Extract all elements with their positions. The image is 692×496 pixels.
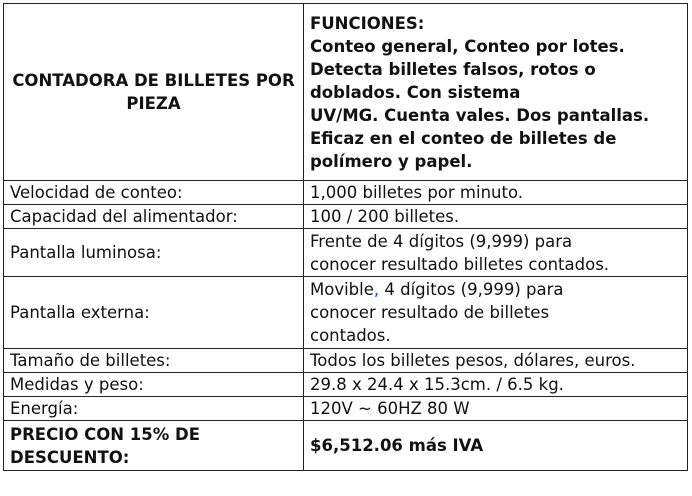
spec-row-display [4, 229, 688, 277]
functions-line: doblados. Con sistema [310, 82, 521, 102]
spec-label: Velocidad de conteo: [4, 181, 304, 205]
product-spec-table [3, 3, 688, 471]
spec-value [304, 373, 688, 397]
spec-value-line: 100 / 200 billetes. [310, 207, 460, 226]
spec-value-line: 29.8 x 24.4 x 15.3cm. / 6.5 kg. [310, 375, 564, 394]
spec-value-line: 1,000 billetes por minuto. [310, 183, 524, 202]
spec-row-speed [4, 181, 688, 205]
price-label-line: DESCUENTO: [10, 447, 130, 467]
spec-row-banknote-size [4, 349, 688, 373]
spec-label: Medidas y peso: [4, 373, 304, 397]
spec-value-line: 120V ~ 60HZ 80 W [310, 399, 470, 418]
functions-line: polímero y papel. [310, 151, 473, 171]
spec-value-line: conocer resultado de billetes [310, 303, 550, 322]
functions-line: FUNCIONES: [310, 13, 425, 33]
spec-label: Energía: [4, 397, 304, 421]
spec-label: Pantalla externa: [4, 277, 304, 349]
spec-value [304, 205, 688, 229]
spec-label: Tamaño de billetes: [4, 349, 304, 373]
price-label [4, 421, 304, 471]
spec-row-external-display [4, 277, 688, 349]
price-value: $6,512.06 más IVA [304, 421, 688, 471]
spec-value-text: Movible [310, 280, 374, 299]
functions-line: Conteo general, Conteo por lotes. [310, 36, 625, 56]
spec-value [304, 229, 688, 277]
spec-value-line: Frente de 4 dígitos (9,999) para [310, 231, 573, 251]
spec-row-feeder [4, 205, 688, 229]
spec-row-power [4, 397, 688, 421]
spec-value-line: contados. [310, 326, 391, 345]
spec-value-text: 4 dígitos (9,999) para [379, 280, 564, 299]
header-row [4, 4, 688, 181]
price-row [4, 421, 688, 471]
spec-label: Pantalla luminosa: [4, 229, 304, 277]
functions-line: Eficaz en el conteo de billetes de [310, 128, 617, 148]
spec-value [304, 397, 688, 421]
product-title: CONTADORA DE BILLETES POR PIEZA [4, 4, 304, 181]
spec-value-line [310, 278, 681, 301]
price-label-line: PRECIO CON 15% DE [10, 424, 200, 444]
spec-value [304, 181, 688, 205]
spec-label: Capacidad del alimentador: [4, 205, 304, 229]
spec-value-line: Todos los billetes pesos, dólares, euros. [310, 351, 636, 370]
functions-line: UV/MG. Cuenta vales. Dos pantallas. [310, 105, 650, 125]
functions-line: Detecta billetes falsos, rotos o [310, 59, 596, 79]
spec-value [304, 349, 688, 373]
spec-row-dimensions [4, 373, 688, 397]
functions-cell [304, 4, 688, 181]
spec-value [304, 277, 688, 349]
spec-value-line: conocer resultado billetes contados. [310, 254, 610, 274]
spec-value-comma: , [373, 280, 380, 299]
